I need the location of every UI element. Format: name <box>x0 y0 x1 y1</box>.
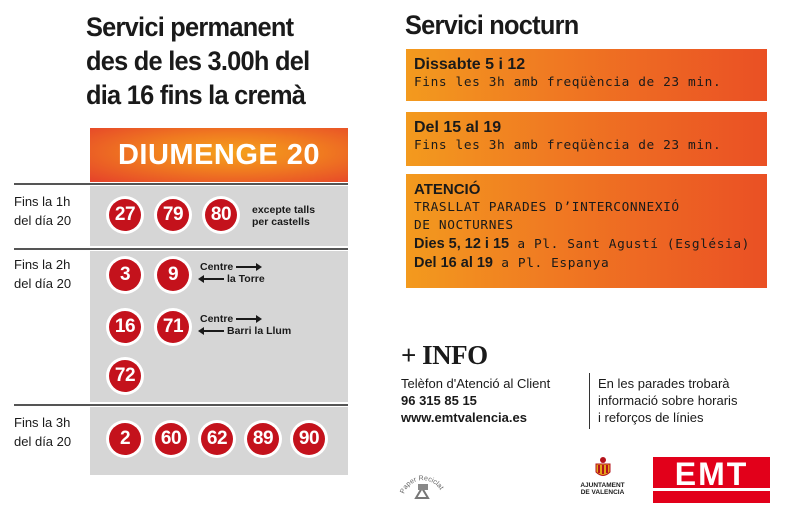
bus-line-badge <box>106 196 144 234</box>
title-line: Servici permanent <box>86 12 294 42</box>
bus-line-badge <box>106 357 144 395</box>
section-label-line: Fins la 3h <box>14 415 71 430</box>
night-box-attention <box>406 174 767 288</box>
night-box-saturdays <box>406 49 767 101</box>
box-heading: Del 15 al 19 <box>414 119 502 136</box>
permanent-service-title <box>86 10 340 112</box>
relocation-line <box>414 235 759 254</box>
route-from: Centre <box>200 313 234 325</box>
divider <box>589 373 590 429</box>
box-text: Fins les 3h amb freqüència de 23 min. <box>414 138 722 153</box>
section-label-line: Fins la 2h <box>14 257 71 272</box>
ajuntament-logo <box>575 456 630 496</box>
section-label-line: Fins la 1h <box>14 194 71 209</box>
bus-line-number: 62 <box>201 423 233 455</box>
section-label-line: del día 20 <box>14 434 72 449</box>
divider <box>14 404 348 406</box>
info-line: i reforços de línies <box>598 410 704 425</box>
info-line: informació sobre horaris <box>598 393 738 408</box>
coat-of-arms-icon <box>588 456 618 480</box>
recycled-paper-logo <box>398 464 448 508</box>
bus-line-badge <box>154 308 192 346</box>
bus-line-badge <box>290 420 328 458</box>
bus-line-number: 16 <box>109 311 141 343</box>
route-note <box>200 261 265 285</box>
bus-line-number: 89 <box>247 423 279 455</box>
route-from-line <box>200 313 291 325</box>
bus-line-number: 3 <box>109 259 141 291</box>
route-from-line <box>200 261 265 273</box>
section-label <box>14 255 90 293</box>
relocation-line <box>414 254 759 273</box>
route-to-line <box>200 273 265 285</box>
bus-line-number: 72 <box>109 360 141 392</box>
schedule-section-1h <box>14 186 348 246</box>
recycle-text: Paper Reciclat <box>399 475 445 495</box>
box-heading: ATENCIÓ <box>414 181 481 198</box>
arrow-right-icon <box>236 318 260 320</box>
schedule-section-3h <box>14 407 348 475</box>
arrow-left-icon <box>200 278 224 280</box>
relocation-place: a Pl. Sant Agustí (Església) <box>509 237 750 252</box>
ajuntament-line: AJUNTAMENT <box>580 482 625 489</box>
route-from: Centre <box>200 261 234 273</box>
relocation-dates: Dies 5, 12 i 15 <box>414 236 510 252</box>
day-banner <box>90 128 348 182</box>
bus-line-badge <box>106 420 144 458</box>
note-line: per castells <box>252 216 310 228</box>
route-note <box>200 313 291 337</box>
section-label <box>14 192 90 230</box>
title-line: dia 16 fins la cremà <box>86 80 306 110</box>
bus-line-number: 71 <box>157 311 189 343</box>
website-link[interactable]: www.emtvalencia.es <box>401 410 527 425</box>
bus-line-badge <box>154 256 192 294</box>
ajuntament-line: DE VALENCIA <box>580 489 625 496</box>
relocation-place: a Pl. Espanya <box>493 256 610 271</box>
stops-info <box>598 375 737 426</box>
relocation-dates: Del 16 al 19 <box>414 255 493 271</box>
bus-line-badge <box>152 420 190 458</box>
box-text-line: DE NOCTURNES <box>414 218 514 233</box>
bus-line-badge <box>106 308 144 346</box>
arrow-left-icon <box>200 330 224 332</box>
divider <box>14 183 348 185</box>
arrow-right-icon <box>236 266 260 268</box>
info-title: + INFO <box>401 340 488 370</box>
note-line: excepte talls <box>252 204 316 216</box>
bus-line-badge <box>202 196 240 234</box>
section-label-line: del día 20 <box>14 213 72 228</box>
bus-line-badge <box>244 420 282 458</box>
bus-line-badge <box>154 196 192 234</box>
route-to: Barri la Llum <box>227 325 292 337</box>
box-text-line: TRASLLAT PARADES D’INTERCONNEXIÓ <box>414 200 680 215</box>
contact-info <box>401 375 550 426</box>
box-text: Fins les 3h amb freqüència de 23 min. <box>414 75 722 90</box>
bus-line-number: 90 <box>293 423 325 455</box>
section-label <box>14 413 90 451</box>
night-service-title: Servici nocturn <box>405 10 579 40</box>
section-label-line: del día 20 <box>14 276 72 291</box>
bus-line-number: 80 <box>205 199 237 231</box>
title-line: des de les 3.00h del <box>86 46 310 76</box>
info-line: En les parades trobarà <box>598 376 730 391</box>
phone-number[interactable]: 96 315 85 15 <box>401 393 477 408</box>
night-box-15-19 <box>406 112 767 166</box>
bus-line-number: 27 <box>109 199 141 231</box>
box-heading: Dissabte 5 i 12 <box>414 56 526 73</box>
bus-line-number: 60 <box>155 423 187 455</box>
route-to: la Torre <box>227 273 265 285</box>
phone-label: Telèfon d'Atenció al Client <box>401 376 551 391</box>
bus-line-number: 79 <box>157 199 189 231</box>
day-banner-label: DIUMENGE 20 <box>117 138 321 171</box>
exception-note <box>252 204 315 228</box>
bus-line-badge <box>106 256 144 294</box>
emt-logo <box>653 457 770 503</box>
emt-logo-text: EMT <box>674 457 749 492</box>
bus-line-badge <box>198 420 236 458</box>
divider <box>14 248 348 250</box>
bus-line-number: 9 <box>157 259 189 291</box>
route-to-line <box>200 325 291 337</box>
bus-line-number: 2 <box>109 423 141 455</box>
schedule-section-2h <box>14 251 348 402</box>
